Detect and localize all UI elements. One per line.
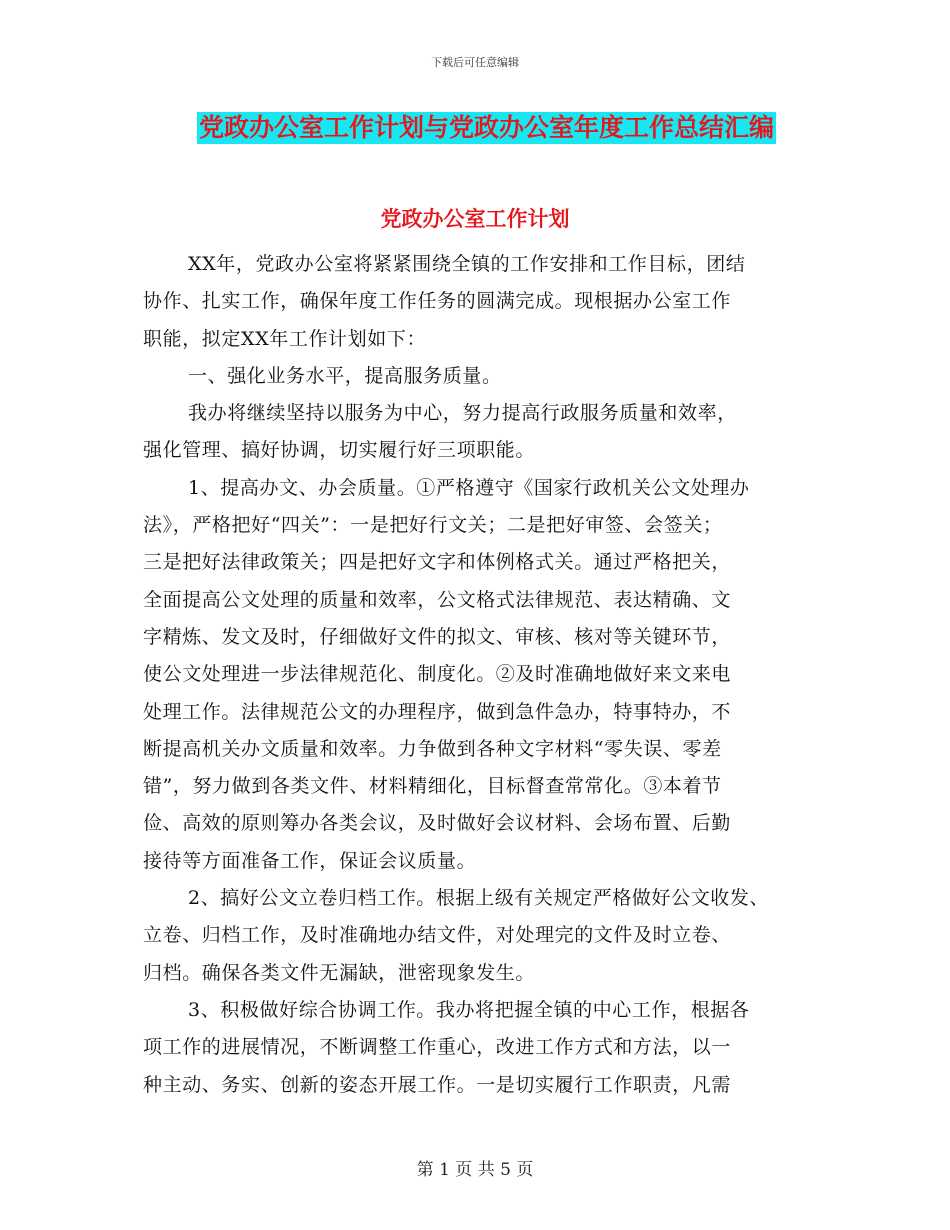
paragraph-line: 处理工作。法律规范公文的办理程序，做到急件急办，特事特办，不 — [143, 700, 732, 723]
body-text — [143, 246, 831, 1104]
paragraph-line: 使公文处理进一步法律规范化、制度化。②及时准确地做好来文来电 — [143, 663, 732, 686]
paragraph-line: 接待等方面准备工作，保证会议质量。 — [143, 849, 477, 872]
paragraph-line: 1、提高办文、办会质量。①严格遵守《国家行政机关公文处理办 — [188, 476, 750, 499]
paragraph-line: 立卷、归档工作，及时准确地办结文件，对处理完的文件及时立卷、 — [143, 924, 732, 947]
paragraph-line: 字精炼、发文及时，仔细做好文件的拟文、审核、核对等关键环节， — [143, 625, 732, 648]
paragraph-line: 职能，拟定XX年工作计划如下： — [143, 327, 427, 350]
paragraph-line: 断提高机关办文质量和效率。力争做到各种文字材料“零失误、零差 — [143, 737, 722, 760]
paragraph-line: 3、积极做好综合协调工作。我办将把握全镇的中心工作，根据各 — [188, 998, 750, 1021]
page-number: 第 1 页 共 5 页 — [416, 1160, 534, 1180]
section-title: 党政办公室工作计划 — [380, 206, 570, 231]
paragraph-line: 一、强化业务水平，提高服务质量。 — [188, 364, 502, 387]
document-title: 党政办公室工作计划与党政办公室年度工作总结汇编 — [199, 113, 775, 142]
paragraph-line: 三是把好法律政策关；四是把好文字和体例格式关。通过严格把关， — [143, 551, 732, 574]
paragraph-line: 项工作的进展情况，不断调整工作重心，改进工作方式和方法，以一 — [143, 1036, 732, 1059]
paragraph-line: 归档。确保各类文件无漏缺，泄密现象发生。 — [143, 961, 536, 984]
header-note: 下载后可任意编辑 — [431, 56, 519, 69]
paragraph-line: 全面提高公文处理的质量和效率，公文格式法律规范、表达精确、文 — [143, 588, 732, 611]
paragraph-line: 我办将继续坚持以服务为中心，努力提高行政服务质量和效率， — [188, 402, 737, 425]
paragraph-line: 强化管理、搞好协调，切实履行好三项职能。 — [143, 439, 536, 462]
paragraph-line: 2、搞好公文立卷归档工作。根据上级有关规定严格做好公文收发、 — [188, 887, 770, 910]
paragraph-line: 法》，严格把好“四关”：一是把好行文关；二是把好审签、会签关； — [143, 514, 723, 537]
paragraph-line: 俭、高效的原则筹办各类会议，及时做好会议材料、会场布置、后勤 — [143, 812, 732, 835]
paragraph-line: 种主动、务实、创新的姿态开展工作。一是切实履行工作职责，凡需 — [143, 1073, 732, 1096]
paragraph-line: XX年，党政办公室将紧紧围绕全镇的工作安排和工作目标，团结 — [188, 253, 746, 275]
paragraph-line: 协作、扎实工作，确保年度工作任务的圆满完成。现根据办公室工作 — [143, 290, 732, 313]
paragraph-line: 错”，努力做到各类文件、材料精细化，目标督查常常化。③本着节 — [143, 775, 722, 798]
